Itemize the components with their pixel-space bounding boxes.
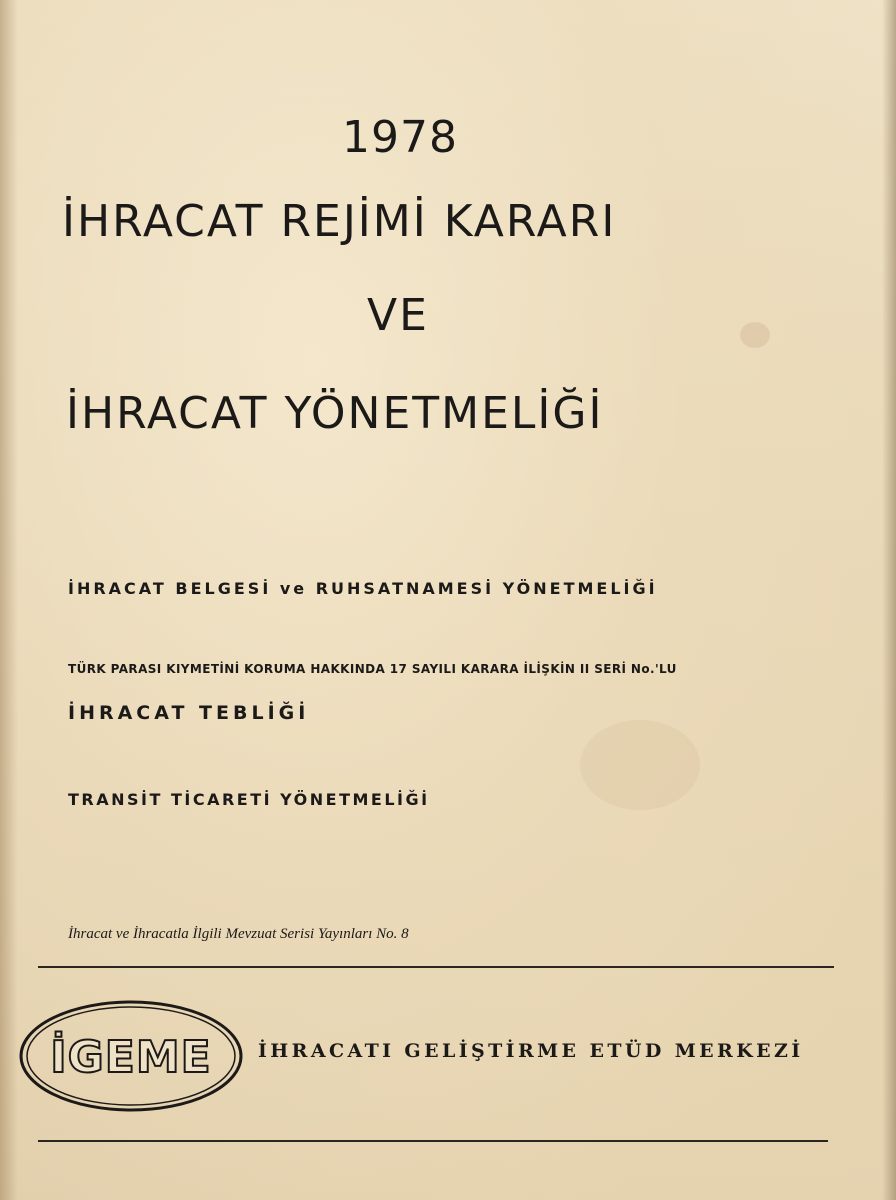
publisher-name: İHRACATI GELİŞTİRME ETÜD MERKEZİ bbox=[258, 1040, 804, 1062]
subtitle-export-communique: İHRACAT TEBLİĞİ bbox=[68, 702, 310, 724]
subtitle-export-certificate: İHRACAT BELGESİ ve RUHSATNAMESİ YÖNETMELİĞİ bbox=[68, 579, 658, 598]
subtitle-transit-trade: TRANSİT TİCARETİ YÖNETMELİĞİ bbox=[68, 790, 430, 809]
cover-title-line-3: İHRACAT YÖNETMELİĞİ bbox=[66, 388, 604, 439]
igeme-logo bbox=[18, 998, 244, 1114]
cover-title-line-1: İHRACAT REJİMİ KARARI bbox=[62, 196, 617, 247]
subtitle-currency-note: TÜRK PARASI KIYMETİNİ KORUMA HAKKINDA 17 SAYILI KARARA İLİŞKİN II SERİ No.'LU bbox=[68, 662, 677, 676]
cover-year: 1978 bbox=[342, 112, 458, 163]
divider-top bbox=[38, 966, 834, 968]
divider-bottom bbox=[38, 1140, 828, 1142]
paper-edge-shadow-right bbox=[882, 0, 896, 1200]
paper-edge-shadow-left bbox=[0, 0, 18, 1200]
series-note: İhracat ve İhracatla İlgili Mevzuat Serisi Yayınları No. 8 bbox=[68, 926, 409, 942]
igeme-logo-text: İGEME bbox=[50, 1032, 212, 1083]
igeme-logo-emblem bbox=[18, 998, 244, 1114]
paper-stain bbox=[580, 720, 700, 810]
cover-title-line-2: VE bbox=[367, 290, 429, 341]
